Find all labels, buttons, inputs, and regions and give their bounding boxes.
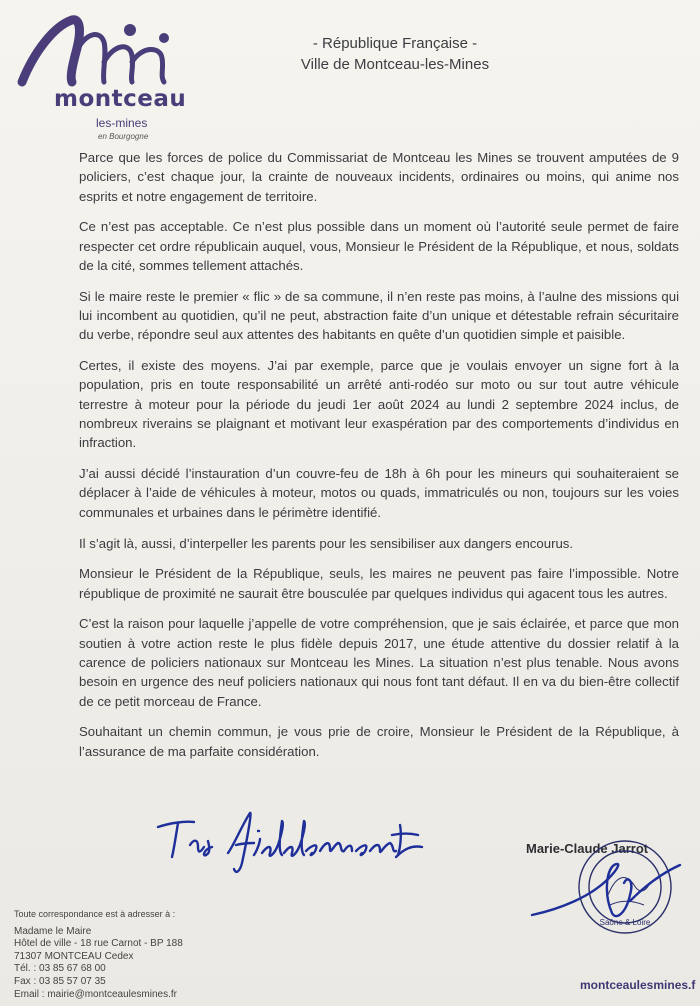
contact-footer <box>14 908 183 1001</box>
logo-region: en Bourgogne <box>98 132 149 141</box>
paragraph: J’ai aussi décidé l’instauration d’un couvre-feu de 18h à 6h pour les mineurs qui souhaiteraient se déplacer à l’aide de véhicules à moteur, motos ou quads, immatriculés ou non, toujours sur les voies communales et urbaines dans le périmètre identifié. <box>79 466 679 520</box>
footer-fax: Fax : 03 85 57 07 35 <box>14 975 106 987</box>
footer-email: Email : mairie@montceaulesmines.fr <box>14 988 177 1000</box>
signatory-name: Marie-Claude Jarrot <box>526 841 649 856</box>
official-stamp <box>530 835 700 945</box>
paragraph: Ce n’est pas acceptable. Ce n’est plus possible dans un moment où l’autorité seule permet de faire respecter cet ordre républicain auquel, vous, Monsieur le Président de la République, et nous, soldats de la cité, sommes tellement attachés. <box>79 219 679 273</box>
footer-line: 71307 MONTCEAU Cedex <box>14 950 134 962</box>
stamp-label: Saône & Loire <box>599 918 651 927</box>
handwritten-closing <box>150 805 450 880</box>
footer-intro: Toute correspondance est à adresser à : <box>14 909 176 919</box>
paragraph: Souhaitant un chemin commun, je vous prie de croire, Monsieur le Président de la République, à l’assurance de ma parfaite considération. <box>79 724 679 759</box>
letter-header <box>250 33 540 75</box>
footer-phone: Tél. : 03 85 67 68 00 <box>14 963 106 975</box>
city-logo <box>14 12 187 141</box>
paragraph: Il s’agit là, aussi, d’interpeller les parents pour les sensibiliser aux dangers encourus. <box>79 535 574 551</box>
logo-name: montceau <box>54 86 187 112</box>
footer-line: Madame le Maire <box>14 925 92 937</box>
letter-body <box>79 148 679 773</box>
paragraph: Parce que les forces de police du Commissariat de Montceau les Mines se trouvent amputées de 9 policiers, c’est chaque jour, la crainte de nouveaux incidents, ordinaires ou moins, qui anime nos esprits et notre engagement de territoire. <box>79 150 679 204</box>
header-republic: - République Française - <box>312 35 478 52</box>
logo-subtitle: les-mines <box>96 116 148 130</box>
paragraph: Monsieur le Président de la République, seuls, les maires ne peuvent pas faire l’impossible. Notre république de proximité ne saurait être bousculée par quelques individus qui agacent tous les autres. <box>79 566 679 601</box>
header-city: Ville de Montceau-les-Mines <box>300 56 490 73</box>
paragraph: Certes, il existe des moyens. J’ai par exemple, parce que je voulais envoyer un signe fort à la population, pris en toute responsabilité un arrêté anti-rodéo sur moto ou sur tout autre véhicule terrestre à moteur pour la période du jeudi 1er août 2024 au lundi 2 septembre 2024 inclus, de nombreux riverains se plaignant et motivant leur exaspération par des comportements d’individus en infraction. <box>79 358 679 451</box>
footer-line: Hôtel de ville - 18 rue Carnot - BP 188 <box>14 938 183 950</box>
website-url: montceaulesmines.f <box>580 978 696 992</box>
paragraph: Si le maire reste le premier « flic » de sa commune, il n’en reste pas moins, à l’aulne des missions qui lui incombent au quotidien, qu’il ne peut, abstraction faite d’un unique et détestable refrain sécuritaire du verbe, répondre seul aux attentes des habitants en quête d’un quotidien simple et paisible. <box>79 288 679 343</box>
logo-mark-icon <box>14 12 184 92</box>
paragraph: C’est la raison pour laquelle j’appelle de votre compréhension, que je sais éclairée, et parce que mon soutien à votre action reste le plus fidèle depuis 2017, une étude attentive du dossier relatif à la carence de policiers nationaux sur Montceau les Mines. La situation n’est plus tenable. Nous avons besoin en urgence des neuf policiers nationaux qui nous font tant défaut. Il en va du bien-être collectif de ce petit morceau de France. <box>79 616 679 709</box>
